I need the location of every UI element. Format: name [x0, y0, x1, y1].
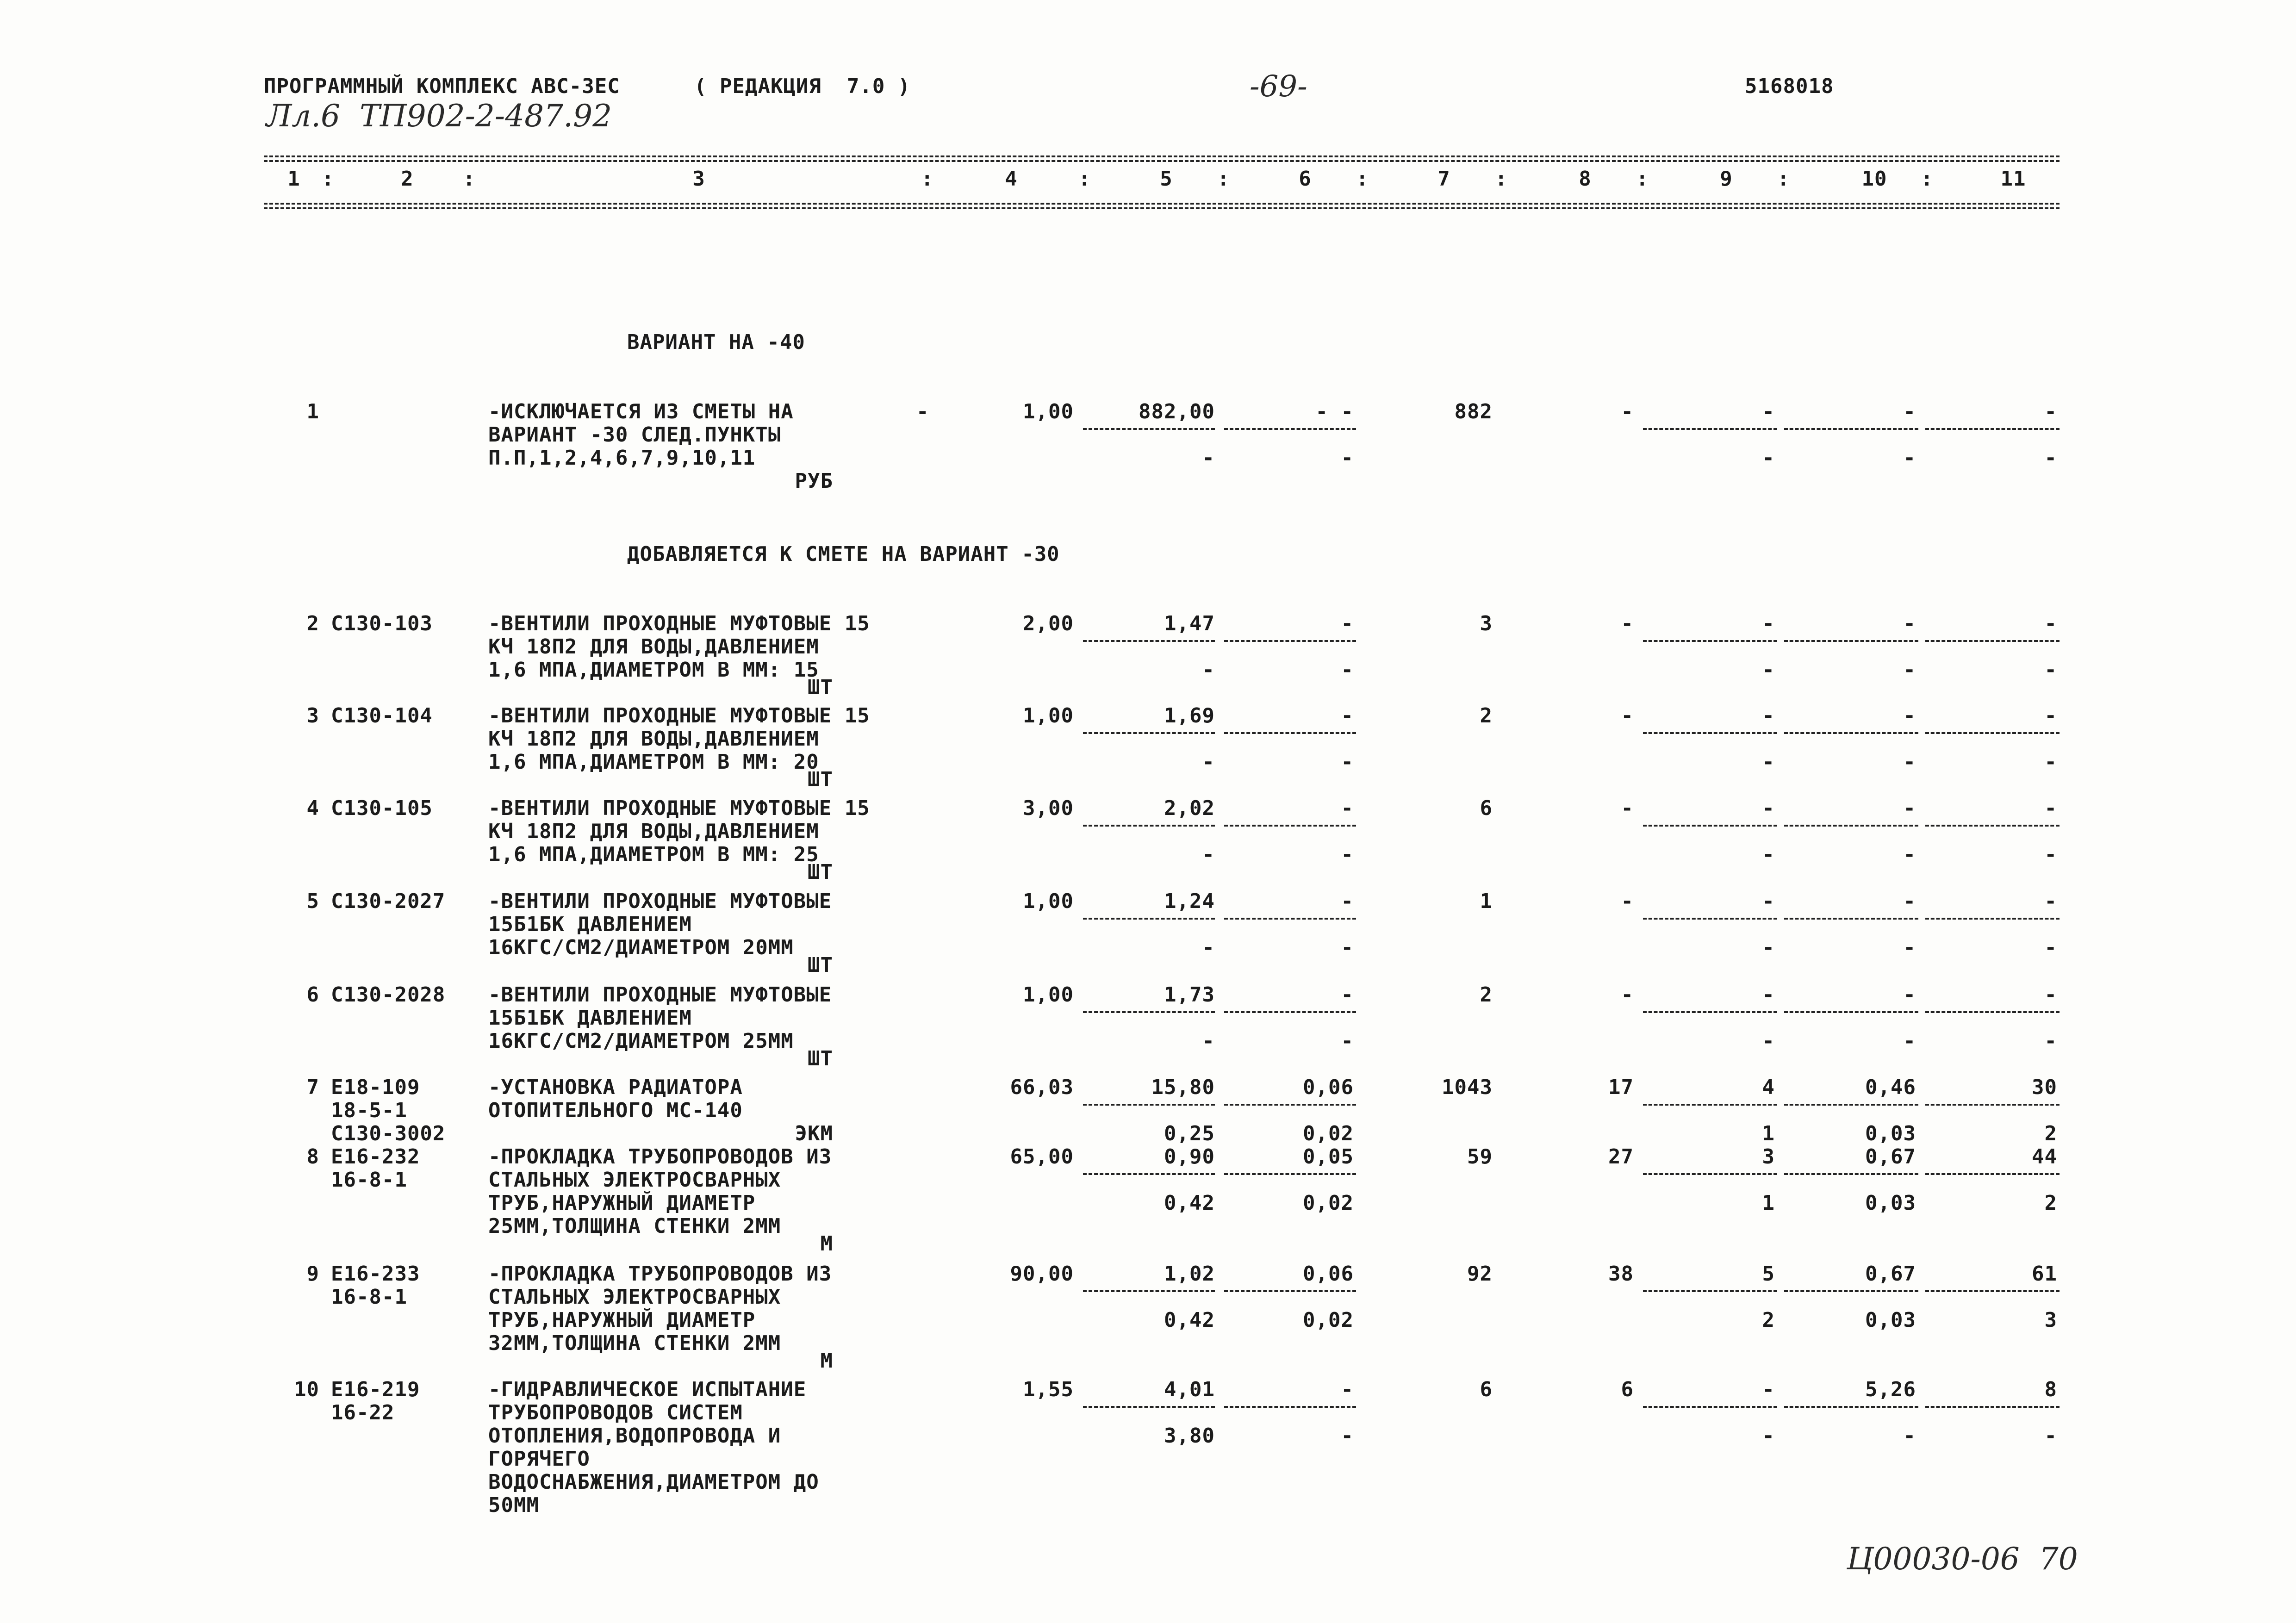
column-header-3: 3 [692, 167, 705, 191]
labour-total-machinists: - [2044, 936, 2057, 959]
norm-code: С130-103 [331, 612, 433, 635]
quantity: 1,00 [1023, 889, 1074, 913]
row-number: 7 [306, 1076, 319, 1099]
labour-total: - [2044, 612, 2057, 635]
labour-total-machinists: - [2044, 843, 2057, 866]
norm-code: С130-105 [331, 796, 433, 820]
unit-cost-total: 1,73 [1164, 983, 1215, 1007]
subtotal-underline [1643, 732, 1777, 734]
column-header-1: 1 [287, 167, 300, 191]
subtotal-underline [1083, 1290, 1215, 1292]
section-variant-title: ВАРИАНТ НА -40 [627, 330, 805, 354]
column-separator: : [1217, 167, 1230, 191]
unit-of-measure: М [820, 1349, 833, 1373]
total-machines: - [1762, 612, 1775, 635]
subtotal-underline [1925, 1011, 2060, 1013]
quantity: 90,00 [1010, 1262, 1074, 1286]
total-wages: - [1621, 983, 1634, 1007]
unit-cost-machines: 0,05 [1303, 1145, 1354, 1169]
labour-unit-machinists: 0,03 [1865, 1308, 1916, 1332]
total-machines-wages: - [1762, 936, 1775, 959]
work-description: 16КГС/СМ2/ДИАМЕТРОМ 20ММ [488, 936, 794, 959]
work-description: СТАЛЬНЫХ ЭЛЕКТРОСВАРНЫХ [488, 1168, 781, 1192]
total-cost: 3 [1480, 612, 1493, 635]
row-number: 10 [294, 1378, 319, 1401]
subtotal-underline [1083, 732, 1215, 734]
column-separator: : [1921, 167, 1934, 191]
subtotal-underline [1925, 1173, 2060, 1175]
labour-unit-machinists: - [1903, 1424, 1916, 1448]
unit-cost-wages: 0,42 [1164, 1308, 1215, 1332]
column-header-5: 5 [1160, 167, 1173, 191]
work-description: -ВЕНТИЛИ ПРОХОДНЫЕ МУФТОВЫЕ [488, 889, 832, 913]
unit-of-measure: РУБ [795, 469, 833, 493]
row-number: 5 [306, 889, 319, 913]
total-machines: 5 [1762, 1262, 1775, 1286]
labour-unit: - [1903, 796, 1916, 820]
work-description: -УСТАНОВКА РАДИАТОРА [488, 1076, 743, 1099]
row-number: 8 [306, 1145, 319, 1169]
labour-unit: 0,67 [1865, 1145, 1916, 1169]
subtotal-underline [1784, 1290, 1918, 1292]
unit-of-measure: ШТ [808, 1047, 833, 1070]
unit-cost-machines: - [1341, 796, 1354, 820]
header-rule-top-2 [264, 160, 2060, 162]
labour-total: - [2044, 400, 2057, 423]
norm-code: С130-2028 [331, 983, 446, 1007]
work-description: -ВЕНТИЛИ ПРОХОДНЫЕ МУФТОВЫЕ 15 [488, 612, 870, 635]
unit-cost-total: 0,90 [1164, 1145, 1215, 1169]
work-description: 32ММ,ТОЛЩИНА СТЕНКИ 2ММ [488, 1331, 781, 1355]
subtotal-underline [1784, 1406, 1918, 1408]
labour-unit-machinists: - [1903, 750, 1916, 774]
labour-total-machinists: 3 [2044, 1308, 2057, 1332]
norm-code: 16-8-1 [331, 1168, 407, 1192]
subtotal-underline [1925, 640, 2060, 642]
norm-code: С130-2027 [331, 889, 446, 913]
norm-code: С130-104 [331, 704, 433, 728]
unit-cost-wages: - [1202, 658, 1215, 682]
row-number: 6 [306, 983, 319, 1007]
total-machines-wages: - [1762, 1424, 1775, 1448]
page-number: -69- [1250, 69, 1307, 104]
total-wages: 6 [1621, 1378, 1634, 1401]
total-machines: - [1762, 889, 1775, 913]
unit-cost-machines-wages: 0,02 [1303, 1191, 1354, 1215]
quantity: 2,00 [1023, 612, 1074, 635]
labour-total: - [2044, 796, 2057, 820]
quantity: 65,00 [1010, 1145, 1074, 1169]
quantity: 3,00 [1023, 796, 1074, 820]
column-separator: : [322, 167, 335, 191]
header-rule-top [264, 155, 2060, 157]
column-separator: : [921, 167, 934, 191]
subtotal-underline [1083, 1104, 1215, 1106]
subtotal-underline [1925, 1290, 2060, 1292]
subtotal-underline [1224, 640, 1356, 642]
labour-unit-machinists: - [1903, 658, 1916, 682]
column-header-8: 8 [1579, 167, 1592, 191]
total-machines-wages: 1 [1762, 1191, 1775, 1215]
unit-cost-total: 4,01 [1164, 1378, 1215, 1401]
total-machines-wages: 2 [1762, 1308, 1775, 1332]
total-cost: 6 [1480, 796, 1493, 820]
total-cost: 2 [1480, 983, 1493, 1007]
unit-of-measure: ШТ [808, 676, 833, 699]
document-code: 5168018 [1745, 75, 1834, 98]
unit-cost-total: 1,69 [1164, 704, 1215, 728]
unit-cost-machines-wages: - [1341, 1029, 1354, 1053]
work-description: ТРУБ,НАРУЖНЫЙ ДИАМЕТР [488, 1191, 756, 1215]
unit-cost-total: 15,80 [1151, 1076, 1215, 1099]
quantity: 1,00 [1023, 400, 1074, 423]
unit-cost-machines: - [1341, 1378, 1354, 1401]
total-cost: 59 [1467, 1145, 1493, 1169]
total-cost: 2 [1480, 704, 1493, 728]
unit-cost-machines-wages: - [1341, 843, 1354, 866]
work-description: ГОРЯЧЕГО [488, 1447, 590, 1471]
subtotal-underline [1784, 732, 1918, 734]
work-description: ВОДОСНАБЖЕНИЯ,ДИАМЕТРОМ ДО [488, 1470, 819, 1494]
unit-cost-machines: - - [1315, 400, 1354, 423]
total-machines: - [1762, 400, 1775, 423]
total-machines-wages: - [1762, 658, 1775, 682]
work-description: -ИСКЛЮЧАЕТСЯ ИЗ СМЕТЫ НА [488, 400, 794, 423]
column-header-6: 6 [1299, 167, 1312, 191]
labour-unit: - [1903, 889, 1916, 913]
total-cost: 6 [1480, 1378, 1493, 1401]
unit-cost-total: 2,02 [1164, 796, 1215, 820]
subtotal-underline [1224, 1290, 1356, 1292]
norm-code: Е16-219 [331, 1378, 420, 1401]
row-number: 4 [306, 796, 319, 820]
total-machines: 4 [1762, 1076, 1775, 1099]
column-separator: : [1356, 167, 1369, 191]
labour-total-machinists: - [2044, 446, 2057, 470]
labour-total: 8 [2044, 1378, 2057, 1401]
subtotal-underline [1925, 732, 2060, 734]
row-number: 3 [306, 704, 319, 728]
labour-unit: 5,26 [1865, 1378, 1916, 1401]
unit-cost-machines: 0,06 [1303, 1076, 1354, 1099]
unit-cost-machines-wages: - [1341, 750, 1354, 774]
row-number: 9 [306, 1262, 319, 1286]
unit-cost-machines: - [1341, 704, 1354, 728]
total-cost: 882 [1454, 400, 1493, 423]
total-machines-wages: 1 [1762, 1122, 1775, 1145]
column-separator: : [463, 167, 476, 191]
norm-code: 18-5-1 [331, 1099, 407, 1122]
row-number: 2 [306, 612, 319, 635]
column-header-2: 2 [401, 167, 414, 191]
subtotal-underline [1784, 428, 1918, 430]
subtotal-underline [1643, 918, 1777, 920]
work-description: -ВЕНТИЛИ ПРОХОДНЫЕ МУФТОВЫЕ 15 [488, 796, 870, 820]
total-cost: 92 [1467, 1262, 1493, 1286]
labour-unit-machinists: - [1903, 446, 1916, 470]
work-description: 1,6 МПА,ДИАМЕТРОМ В ММ: 25 [488, 843, 819, 866]
labour-total-machinists: 2 [2044, 1191, 2057, 1215]
total-machines: 3 [1762, 1145, 1775, 1169]
total-machines-wages: - [1762, 843, 1775, 866]
labour-unit: 0,46 [1865, 1076, 1916, 1099]
work-description: 25ММ,ТОЛЩИНА СТЕНКИ 2ММ [488, 1214, 781, 1238]
subtotal-underline [1784, 1104, 1918, 1106]
subtotal-underline [1643, 1011, 1777, 1013]
work-description: ТРУБОПРОВОДОВ СИСТЕМ [488, 1401, 743, 1424]
unit-cost-machines: 0,06 [1303, 1262, 1354, 1286]
column-header-7: 7 [1437, 167, 1450, 191]
column-header-9: 9 [1720, 167, 1733, 191]
labour-total-machinists: 2 [2044, 1122, 2057, 1145]
total-wages: - [1621, 612, 1634, 635]
work-description: 15Б1БК ДАВЛЕНИЕМ [488, 913, 692, 936]
total-machines-wages: - [1762, 446, 1775, 470]
quantity: 66,03 [1010, 1076, 1074, 1099]
subtotal-underline [1784, 1011, 1918, 1013]
total-machines: - [1762, 704, 1775, 728]
labour-total-machinists: - [2044, 1029, 2057, 1053]
unit-cost-wages: - [1202, 750, 1215, 774]
norm-code: Е16-232 [331, 1145, 420, 1169]
subtotal-underline [1224, 732, 1356, 734]
header-rule-bottom [264, 203, 2060, 205]
total-machines: - [1762, 983, 1775, 1007]
labour-unit: 0,67 [1865, 1262, 1916, 1286]
subtotal-underline [1925, 1406, 2060, 1408]
subtotal-underline [1784, 1173, 1918, 1175]
work-description: 15Б1БК ДАВЛЕНИЕМ [488, 1006, 692, 1030]
section-added-title: ДОБАВЛЯЕТСЯ К СМЕТЕ НА ВАРИАНТ -30 [627, 542, 1060, 566]
subtotal-underline [1083, 1173, 1215, 1175]
total-wages: - [1621, 796, 1634, 820]
unit-of-measure: ШТ [808, 768, 833, 791]
subtotal-underline [1784, 825, 1918, 827]
norm-code: Е16-233 [331, 1262, 420, 1286]
unit-cost-total: 1,02 [1164, 1262, 1215, 1286]
work-description: СТАЛЬНЫХ ЭЛЕКТРОСВАРНЫХ [488, 1285, 781, 1309]
work-description: КЧ 18П2 ДЛЯ ВОДЫ,ДАВЛЕНИЕМ [488, 820, 819, 843]
total-cost: 1043 [1442, 1076, 1493, 1099]
work-description: 1,6 МПА,ДИАМЕТРОМ В ММ: 15 [488, 658, 819, 682]
column-separator: : [1495, 167, 1508, 191]
row-number: 1 [306, 400, 319, 423]
unit-cost-wages: 0,25 [1164, 1122, 1215, 1145]
labour-unit-machinists: 0,03 [1865, 1122, 1916, 1145]
subtotal-underline [1083, 825, 1215, 827]
work-description: 1,6 МПА,ДИАМЕТРОМ В ММ: 20 [488, 750, 819, 774]
unit-cost-machines-wages: - [1341, 1424, 1354, 1448]
work-description: -ПРОКЛАДКА ТРУБОПРОВОДОВ ИЗ [488, 1145, 832, 1169]
subtotal-underline [1643, 640, 1777, 642]
total-machines: - [1762, 1378, 1775, 1401]
labour-unit: - [1903, 400, 1916, 423]
subtotal-underline [1643, 825, 1777, 827]
unit-cost-machines: - [1341, 612, 1354, 635]
unit-of-measure: М [820, 1232, 833, 1256]
work-description: КЧ 18П2 ДЛЯ ВОДЫ,ДАВЛЕНИЕМ [488, 635, 819, 659]
labour-unit-machinists: - [1903, 936, 1916, 959]
total-wages: 38 [1608, 1262, 1634, 1286]
work-description: -ВЕНТИЛИ ПРОХОДНЫЕ МУФТОВЫЕ [488, 983, 832, 1007]
unit-cost-total: 1,24 [1164, 889, 1215, 913]
labour-unit-machinists: - [1903, 843, 1916, 866]
subtotal-underline [1083, 1011, 1215, 1013]
header-rule-bottom-2 [264, 207, 2060, 209]
subtotal-underline [1224, 1406, 1356, 1408]
subtotal-underline [1643, 1406, 1777, 1408]
unit-cost-wages: 3,80 [1164, 1424, 1215, 1448]
unit-of-measure: ЭКМ [795, 1122, 833, 1145]
subtotal-underline [1083, 428, 1215, 430]
labour-total-machinists: - [2044, 1424, 2057, 1448]
edition-label: ( РЕДАКЦИЯ 7.0 ) [694, 75, 911, 98]
column-header-11: 11 [2000, 167, 2026, 191]
quantity: 1,55 [1023, 1378, 1074, 1401]
unit-cost-machines-wages: - [1341, 446, 1354, 470]
norm-code: С130-3002 [331, 1122, 446, 1145]
subtotal-underline [1224, 1104, 1356, 1106]
work-description: ВАРИАНТ -30 СЛЕД.ПУНКТЫ [488, 423, 781, 447]
unit-cost-wages: - [1202, 1029, 1215, 1053]
total-machines-wages: - [1762, 1029, 1775, 1053]
total-wages: - [1621, 704, 1634, 728]
handwritten-archive-code: Ц00030-06 70 [1847, 1541, 2078, 1577]
subtotal-underline [1925, 1104, 2060, 1106]
column-separator: : [1078, 167, 1091, 191]
labour-unit-machinists: 0,03 [1865, 1191, 1916, 1215]
labour-total: - [2044, 983, 2057, 1007]
labour-total: 44 [2032, 1145, 2057, 1169]
unit-cost-machines-wages: 0,02 [1303, 1122, 1354, 1145]
unit-cost-machines-wages: - [1341, 936, 1354, 959]
column-separator: : [1777, 167, 1790, 191]
subtotal-underline [1643, 1104, 1777, 1106]
subtotal-underline [1224, 1173, 1356, 1175]
unit-cost-machines-wages: 0,02 [1303, 1308, 1354, 1332]
work-description: КЧ 18П2 ДЛЯ ВОДЫ,ДАВЛЕНИЕМ [488, 727, 819, 751]
handwritten-sheet-reference: Лл.6 ТП902-2-487.92 [266, 98, 612, 134]
program-title: ПРОГРАММНЫЙ КОМПЛЕКС АВС-3ЕС [264, 75, 620, 98]
total-wages: - [1621, 889, 1634, 913]
total-wages: 27 [1608, 1145, 1634, 1169]
norm-code: 16-22 [331, 1401, 395, 1424]
unit-of-measure: ШТ [808, 860, 833, 884]
total-machines-wages: - [1762, 750, 1775, 774]
unit-cost-total: 882,00 [1139, 400, 1215, 423]
subtotal-underline [1083, 918, 1215, 920]
unit-cost-machines: - [1341, 889, 1354, 913]
norm-code: 16-8-1 [331, 1285, 407, 1309]
work-description: 16КГС/СМ2/ДИАМЕТРОМ 25ММ [488, 1029, 794, 1053]
labour-total-machinists: - [2044, 750, 2057, 774]
labour-total: 30 [2032, 1076, 2057, 1099]
unit-cost-wages: - [1202, 446, 1215, 470]
subtotal-underline [1784, 918, 1918, 920]
total-machines: - [1762, 796, 1775, 820]
subtotal-underline [1925, 918, 2060, 920]
work-description: -ГИДРАВЛИЧЕСКОЕ ИСПЫТАНИЕ [488, 1378, 807, 1401]
work-description: 50ММ [488, 1493, 539, 1517]
subtotal-underline [1925, 825, 2060, 827]
unit-cost-wages: 0,42 [1164, 1191, 1215, 1215]
labour-unit: - [1903, 704, 1916, 728]
labour-unit: - [1903, 983, 1916, 1007]
subtotal-underline [1224, 428, 1356, 430]
subtotal-underline [1643, 1290, 1777, 1292]
work-description: -ВЕНТИЛИ ПРОХОДНЫЕ МУФТОВЫЕ 15 [488, 704, 870, 728]
quantity-prefix: - [916, 400, 929, 423]
unit-of-measure: ШТ [808, 953, 833, 977]
total-wages: - [1621, 400, 1634, 423]
column-header-4: 4 [1005, 167, 1018, 191]
unit-cost-machines: - [1341, 983, 1354, 1007]
subtotal-underline [1643, 428, 1777, 430]
work-description: П.П,1,2,4,6,7,9,10,11 [488, 446, 756, 470]
subtotal-underline [1083, 640, 1215, 642]
subtotal-underline [1224, 918, 1356, 920]
total-cost: 1 [1480, 889, 1493, 913]
work-description: ТРУБ,НАРУЖНЫЙ ДИАМЕТР [488, 1308, 756, 1332]
labour-total: - [2044, 889, 2057, 913]
subtotal-underline [1643, 1173, 1777, 1175]
unit-cost-machines-wages: - [1341, 658, 1354, 682]
subtotal-underline [1224, 825, 1356, 827]
norm-code: Е18-109 [331, 1076, 420, 1099]
subtotal-underline [1224, 1011, 1356, 1013]
total-wages: 17 [1608, 1076, 1634, 1099]
quantity: 1,00 [1023, 704, 1074, 728]
labour-total-machinists: - [2044, 658, 2057, 682]
unit-cost-wages: - [1202, 843, 1215, 866]
column-separator: : [1636, 167, 1649, 191]
unit-cost-wages: - [1202, 936, 1215, 959]
work-description: -ПРОКЛАДКА ТРУБОПРОВОДОВ ИЗ [488, 1262, 832, 1286]
labour-total: - [2044, 704, 2057, 728]
labour-unit-machinists: - [1903, 1029, 1916, 1053]
labour-unit: - [1903, 612, 1916, 635]
work-description: ОТОПЛЕНИЯ,ВОДОПРОВОДА И [488, 1424, 781, 1448]
work-description: ОТОПИТЕЛЬНОГО МС-140 [488, 1099, 743, 1122]
column-header-10: 10 [1861, 167, 1887, 191]
quantity: 1,00 [1023, 983, 1074, 1007]
subtotal-underline [1925, 428, 2060, 430]
subtotal-underline [1784, 640, 1918, 642]
labour-total: 61 [2032, 1262, 2057, 1286]
unit-cost-total: 1,47 [1164, 612, 1215, 635]
subtotal-underline [1083, 1406, 1215, 1408]
